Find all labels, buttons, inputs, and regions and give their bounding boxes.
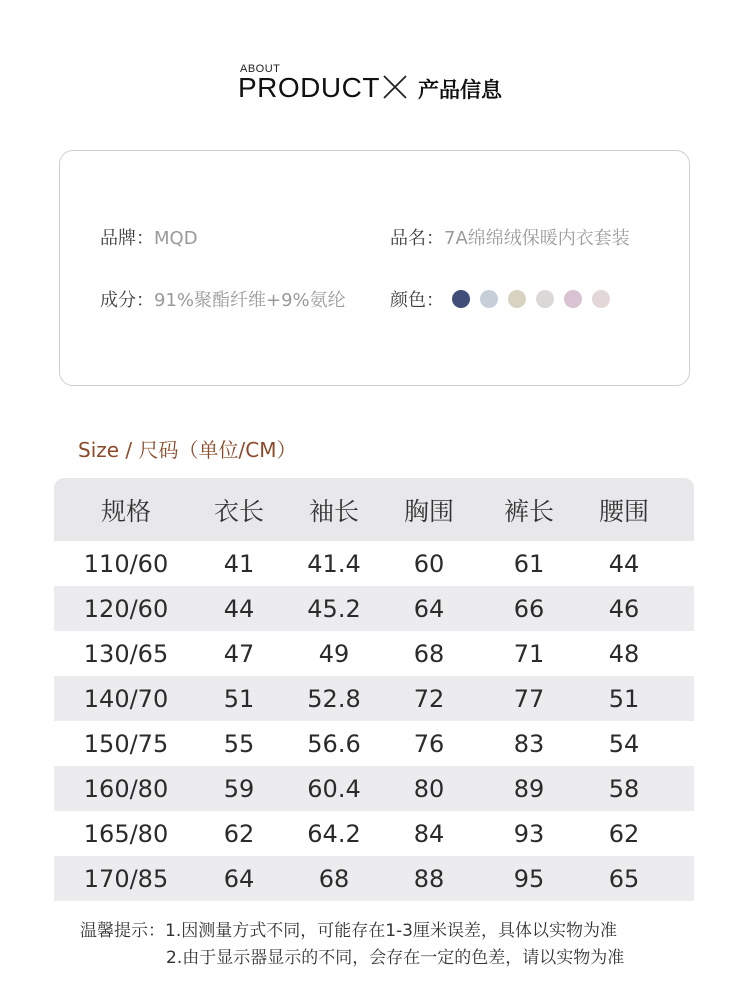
table-row	[54, 631, 694, 676]
color-swatches	[452, 290, 610, 308]
table-cell: 83	[513, 729, 545, 758]
table-cell: 61	[513, 549, 545, 578]
table-cell: 84	[413, 819, 445, 848]
table-cell: 60	[413, 549, 445, 578]
size-title: Size / 尺码（单位/CM）	[78, 438, 297, 462]
name-value: 7A绵绵绒保暖内衣套装	[444, 228, 630, 249]
table-cell: 68	[413, 639, 445, 668]
note-line-1: 温馨提示：1.因测量方式不同，可能存在1-3厘米误差，具体以实物为准	[80, 921, 617, 941]
table-cell: 66	[513, 594, 545, 623]
color-swatch-3	[508, 290, 526, 308]
table-cell: 170/85	[83, 864, 169, 893]
table-cell: 120/60	[83, 594, 169, 623]
table-cell: 95	[513, 864, 545, 893]
table-cell: 51	[608, 684, 640, 713]
table-cell: 41	[223, 549, 255, 578]
product-info-title: 产品信息	[418, 78, 502, 102]
table-cell: 衣长	[213, 496, 264, 526]
about-label: ABOUT	[240, 63, 281, 75]
table-cell: 64	[223, 864, 255, 893]
composition-row	[100, 286, 346, 312]
brand-label: 品牌：	[100, 228, 154, 249]
table-cell: 规格	[100, 496, 151, 526]
table-row	[54, 856, 694, 901]
color-swatch-1	[452, 290, 470, 308]
color-swatch-6	[592, 290, 610, 308]
color-swatch-5	[564, 290, 582, 308]
table-cell: 47	[223, 639, 255, 668]
table-cell: 46	[608, 594, 640, 623]
table-cell: 65	[608, 864, 640, 893]
table-cell: 68	[318, 864, 350, 893]
table-cell: 54	[608, 729, 640, 758]
table-row	[54, 586, 694, 631]
table-cell: 60.4	[307, 774, 361, 803]
table-cell: 49	[318, 639, 350, 668]
header	[0, 0, 750, 120]
table-header-row	[54, 478, 694, 541]
name-label: 品名：	[390, 228, 444, 249]
table-cell: 44	[608, 549, 640, 578]
size-table	[54, 478, 694, 901]
color-label: 颜色：	[390, 290, 444, 311]
cross-icon	[382, 74, 408, 100]
table-cell: 93	[513, 819, 545, 848]
table-cell: 44	[223, 594, 255, 623]
table-cell: 150/75	[83, 729, 169, 758]
table-cell: 52.8	[307, 684, 361, 713]
table-cell: 56.6	[307, 729, 361, 758]
table-cell: 64	[413, 594, 445, 623]
table-cell: 140/70	[83, 684, 169, 713]
table-row	[54, 766, 694, 811]
table-cell: 48	[608, 639, 640, 668]
table-row	[54, 676, 694, 721]
table-cell: 80	[413, 774, 445, 803]
table-cell: 62	[608, 819, 640, 848]
table-cell: 130/65	[83, 639, 169, 668]
table-cell: 41.4	[307, 549, 361, 578]
table-cell: 裤长	[503, 496, 554, 526]
color-swatch-4	[536, 290, 554, 308]
table-cell: 55	[223, 729, 255, 758]
table-cell: 88	[413, 864, 445, 893]
composition-value: 91%聚酯纤维+9%氨纶	[154, 290, 346, 311]
table-cell: 77	[513, 684, 545, 713]
table-cell: 45.2	[307, 594, 361, 623]
table-cell: 76	[413, 729, 445, 758]
color-row	[390, 286, 444, 312]
note-line-2: 2.由于显示器显示的不同，会存在一定的色差，请以实物为准	[166, 948, 625, 968]
table-cell: 110/60	[83, 549, 169, 578]
table-cell: 腰围	[598, 496, 649, 526]
product-info-card	[59, 150, 690, 386]
table-cell: 51	[223, 684, 255, 713]
table-cell: 58	[608, 774, 640, 803]
brand-value: MQD	[154, 228, 198, 249]
table-row	[54, 541, 694, 586]
table-cell: 64.2	[307, 819, 361, 848]
composition-label: 成分：	[100, 290, 154, 311]
brand-row	[100, 224, 198, 250]
table-cell: 160/80	[83, 774, 169, 803]
table-cell: 59	[223, 774, 255, 803]
name-row	[390, 224, 630, 250]
table-cell: 165/80	[83, 819, 169, 848]
color-swatch-2	[480, 290, 498, 308]
table-cell: 89	[513, 774, 545, 803]
table-row	[54, 811, 694, 856]
table-row	[54, 721, 694, 766]
table-cell: 62	[223, 819, 255, 848]
table-cell: 袖长	[308, 496, 359, 526]
product-title: PRODUCT	[238, 72, 380, 103]
table-cell: 胸围	[403, 496, 454, 526]
table-cell: 72	[413, 684, 445, 713]
table-cell: 71	[513, 639, 545, 668]
